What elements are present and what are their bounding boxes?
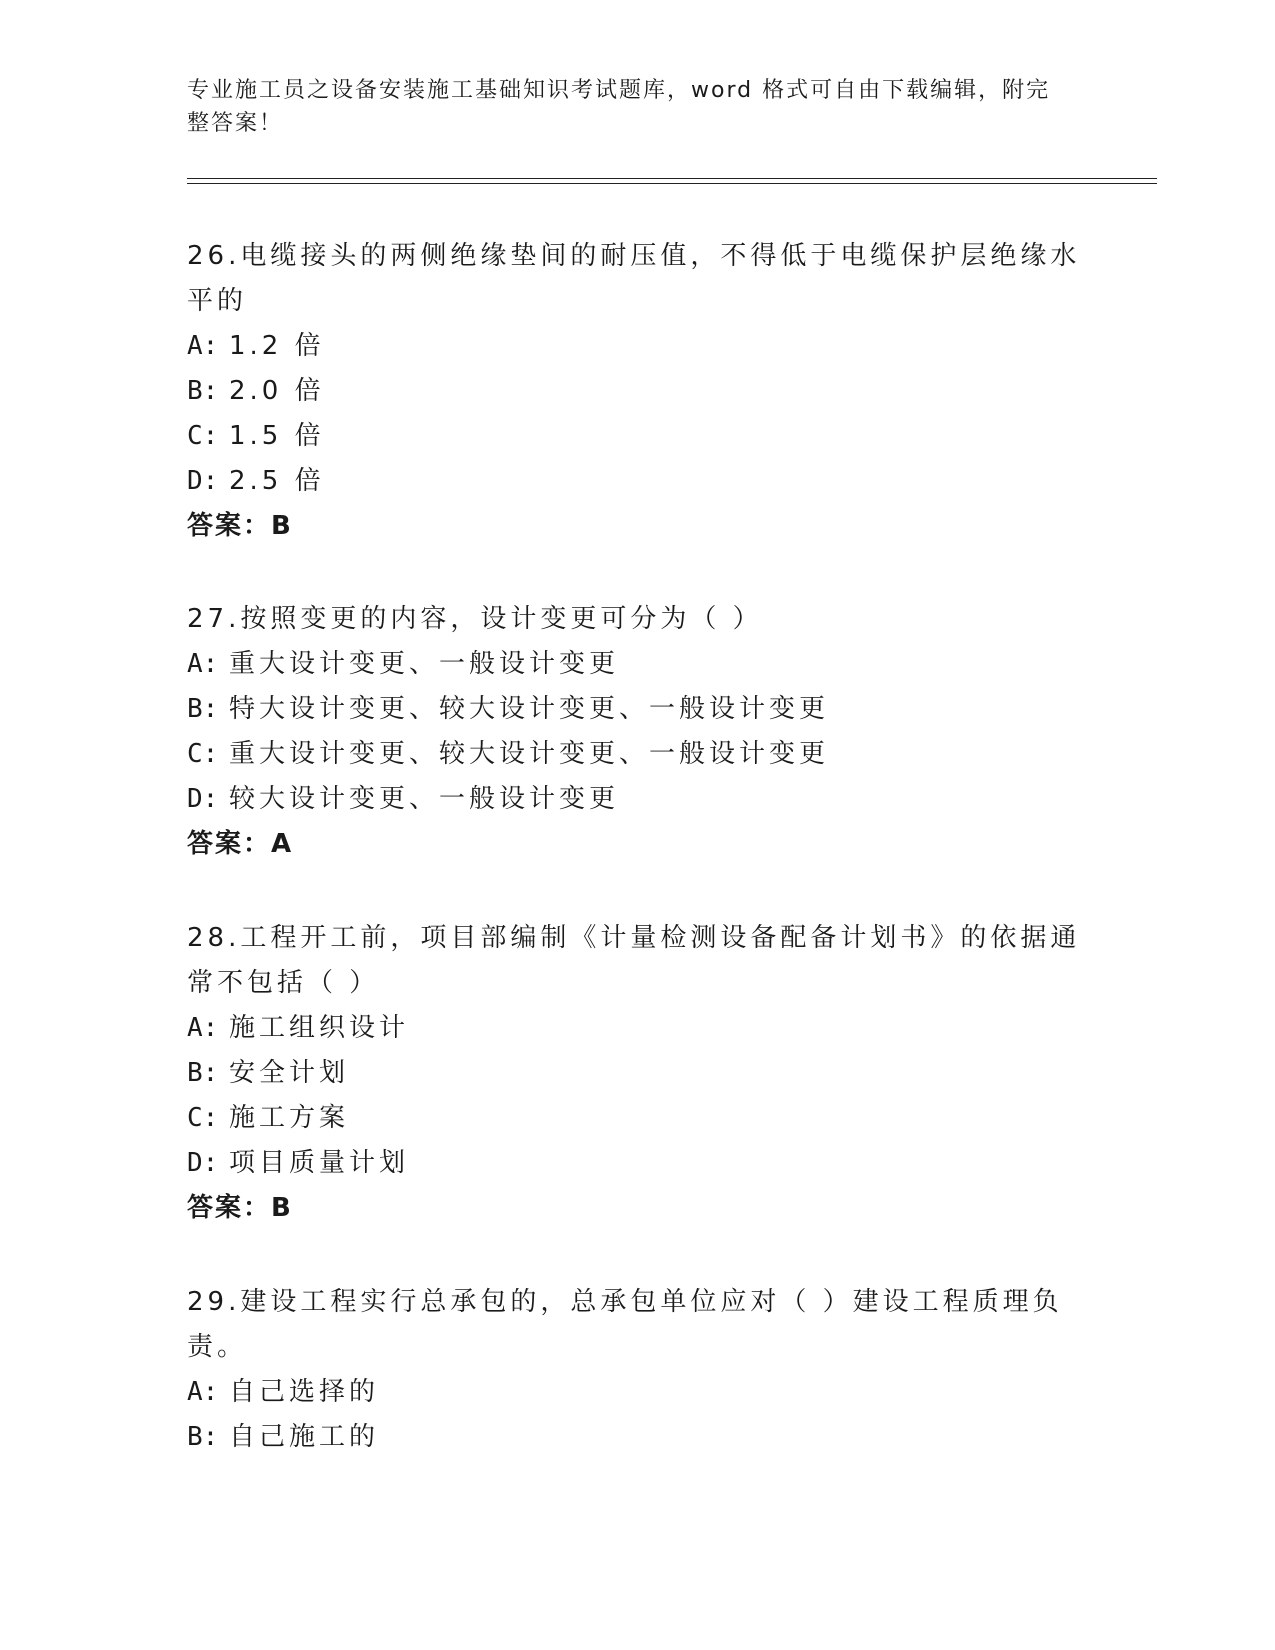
option-text: 1.5 倍 [229,421,325,451]
option-letter: A: [187,1377,219,1407]
answer-line: 答案：A [187,829,294,859]
option-a [187,1006,1087,1051]
option-d [187,459,1087,504]
option-letter: B: [187,376,219,406]
option-letter: C: [187,739,219,769]
option-text: 特大设计变更、较大设计变更、一般设计变更 [229,694,830,724]
option-text: 重大设计变更、一般设计变更 [229,649,620,679]
option-text: 施工方案 [229,1103,350,1133]
option-text: 重大设计变更、较大设计变更、一般设计变更 [229,739,830,769]
answer-line: 答案：B [187,1193,293,1223]
option-d [187,777,1087,822]
answer-line: 答案：B [187,511,293,541]
question-26 [187,234,1087,549]
option-letter: D: [187,784,219,814]
question-27 [187,597,1087,867]
option-text: 施工组织设计 [229,1013,410,1043]
option-b [187,369,1087,414]
header-divider-bottom [187,183,1157,184]
option-a [187,324,1087,369]
option-c [187,732,1087,777]
question-stem: 28.工程开工前，项目部编制《计量检测设备配备计划书》的依据通常不包括（ ） [187,923,1081,998]
option-letter: A: [187,331,219,361]
option-letter: A: [187,1013,219,1043]
option-text: 较大设计变更、一般设计变更 [229,784,620,814]
option-text: 安全计划 [229,1058,350,1088]
option-b [187,1051,1087,1096]
option-a [187,1370,1087,1415]
option-text: 自己选择的 [229,1377,380,1407]
option-b [187,1415,1087,1460]
option-letter: D: [187,466,219,496]
question-stem: 29.建设工程实行总承包的，总承包单位应对（ ）建设工程质理负责。 [187,1287,1063,1362]
option-c [187,1096,1087,1141]
option-letter: C: [187,1103,219,1133]
header-divider-top [187,178,1157,179]
option-letter: A: [187,649,219,679]
question-stem: 26.电缆接头的两侧绝缘垫间的耐压值，不得低于电缆保护层绝缘水平的 [187,241,1081,316]
option-text: 2.0 倍 [229,376,325,406]
option-letter: B: [187,694,219,724]
option-a [187,642,1087,687]
option-c [187,414,1087,459]
option-letter: C: [187,421,219,451]
document-header: 专业施工员之设备安装施工基础知识考试题库，word 格式可自由下载编辑，附完整答案！ [187,78,1051,136]
option-letter: B: [187,1422,219,1452]
option-d [187,1141,1087,1186]
option-text: 2.5 倍 [229,466,325,496]
question-28 [187,916,1087,1231]
option-b [187,687,1087,732]
option-text: 1.2 倍 [229,331,325,361]
question-stem: 27.按照变更的内容，设计变更可分为（ ） [187,604,763,634]
option-letter: D: [187,1148,219,1178]
option-text: 项目质量计划 [229,1148,410,1178]
question-29 [187,1280,1087,1460]
option-letter: B: [187,1058,219,1088]
option-text: 自己施工的 [229,1422,380,1452]
